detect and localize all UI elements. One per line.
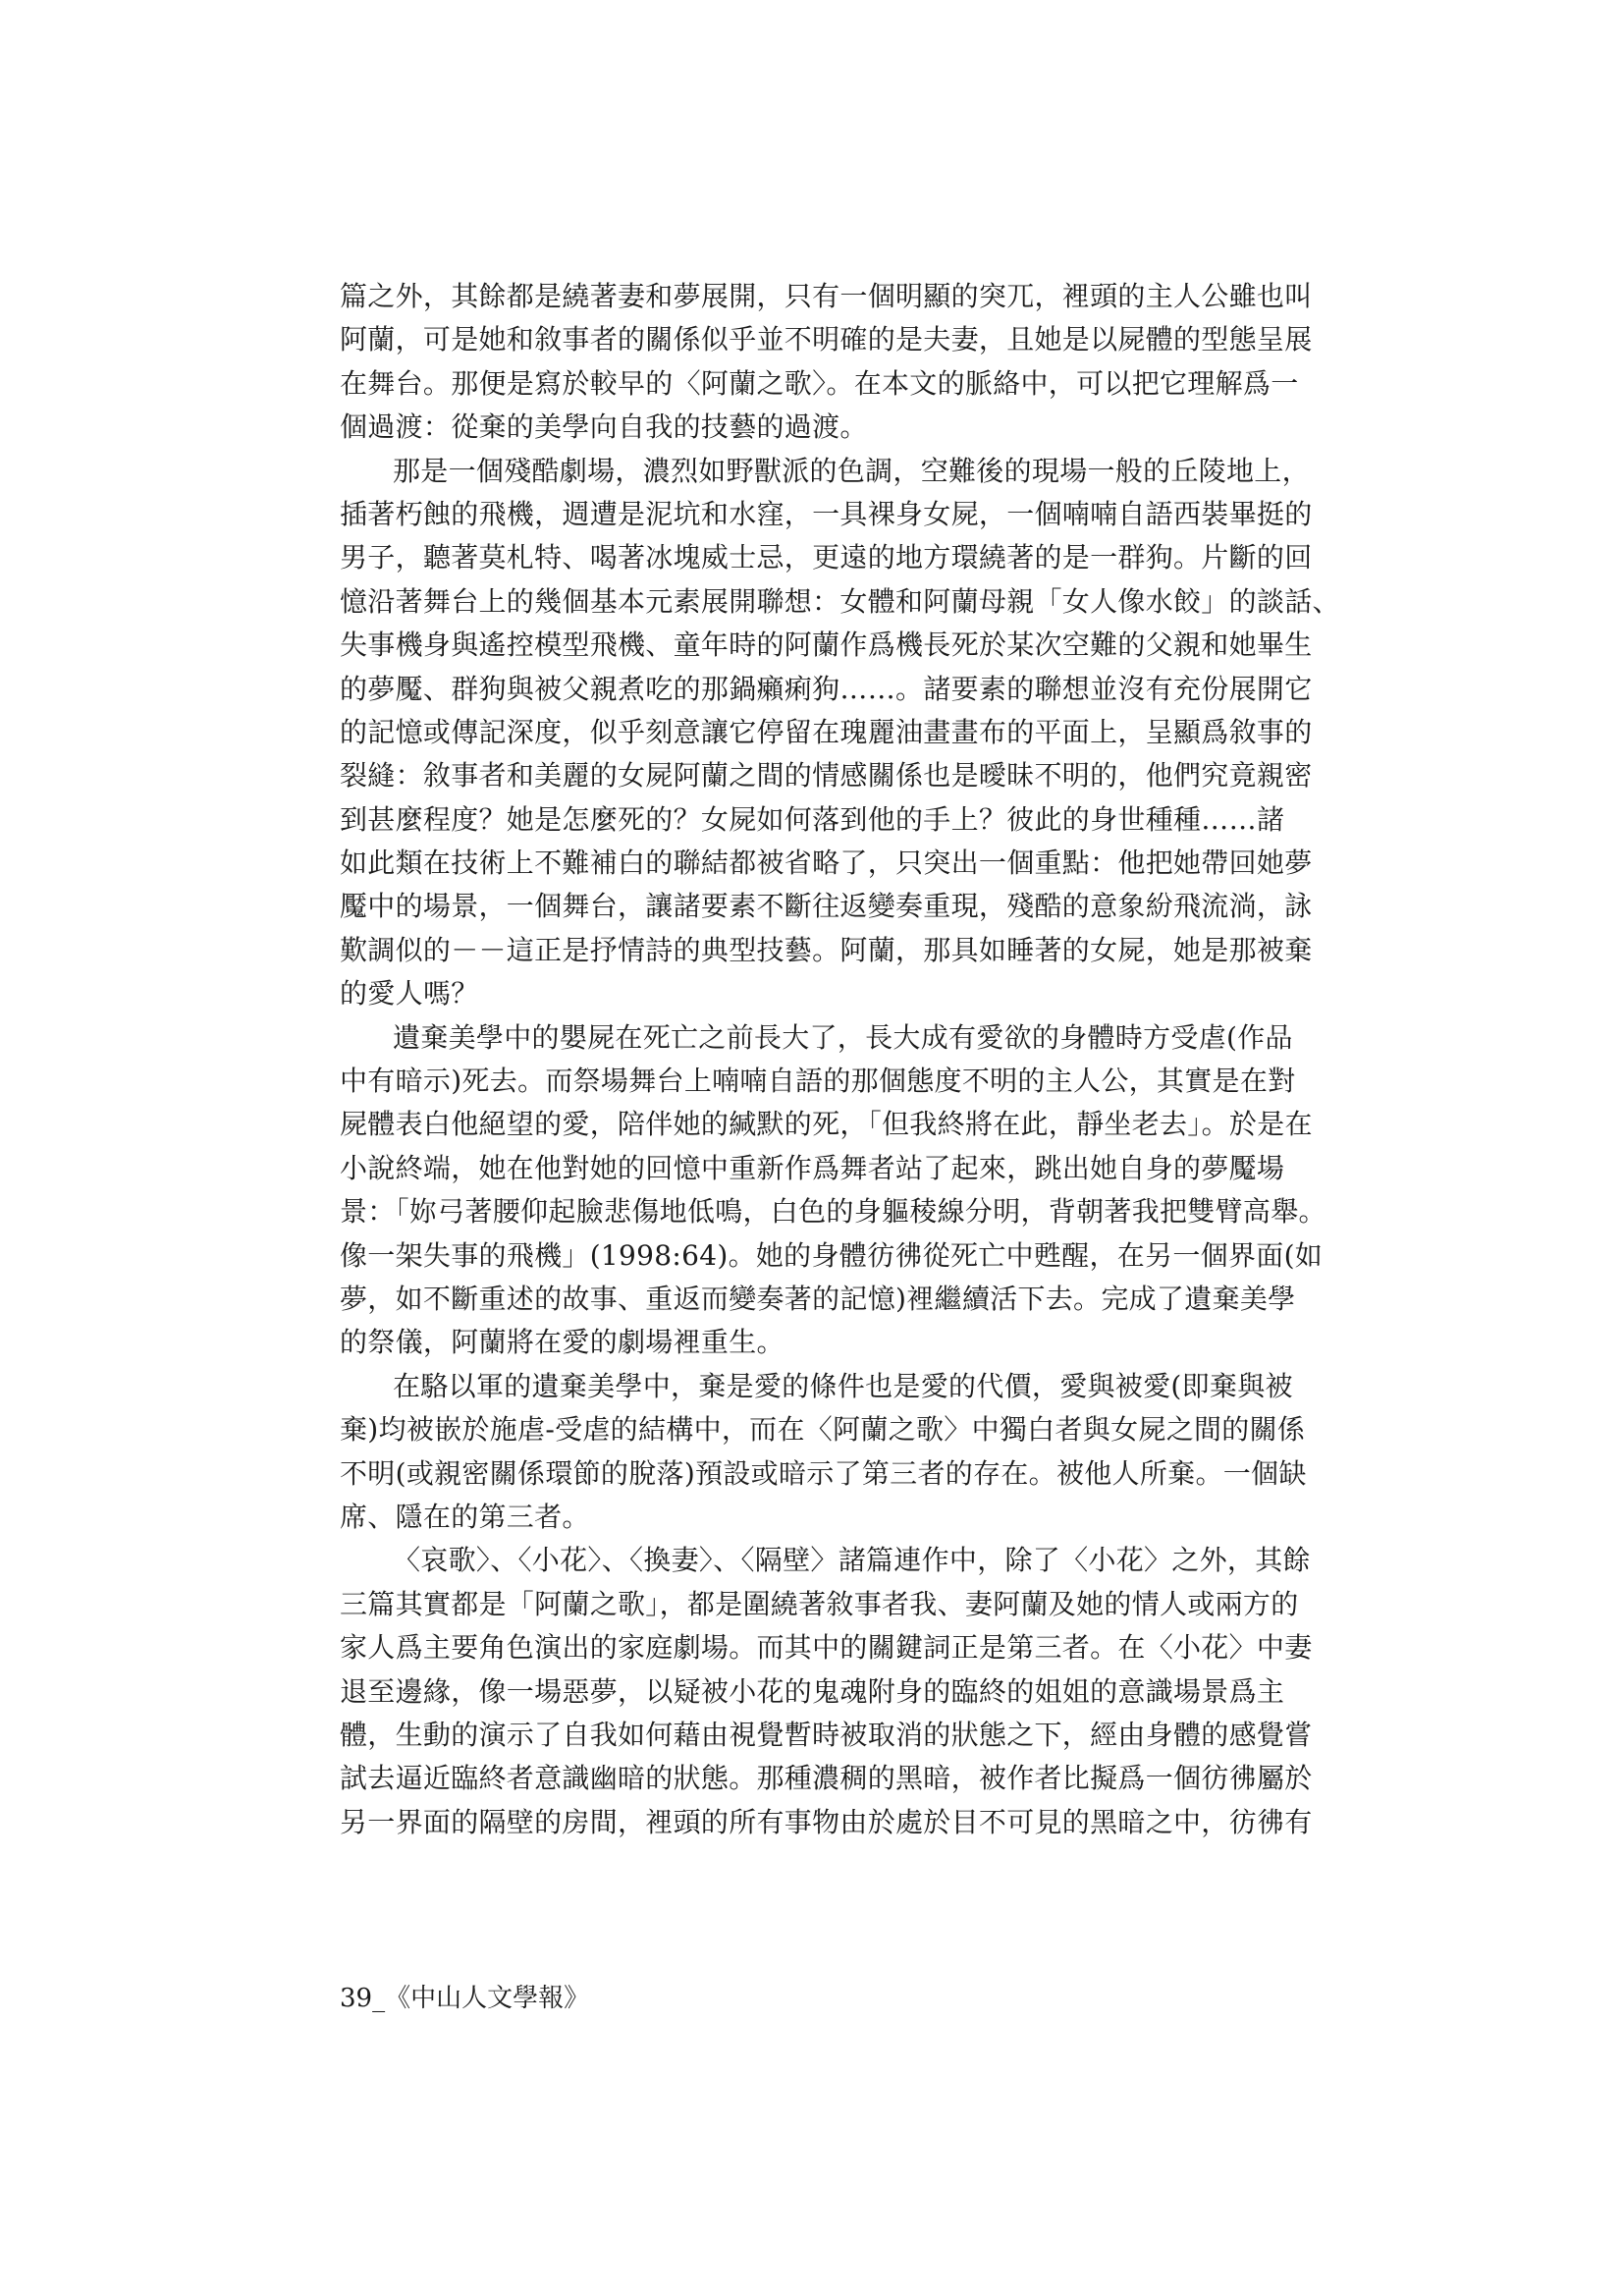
text-line: 的愛人嗎？ — [340, 977, 479, 1011]
text-line: 家人爲主要角色演出的家庭劇場。而其中的關鍵詞正是第三者。在〈小花〉中妻 — [340, 1631, 1313, 1665]
text-line: 在舞台。那便是寫於較早的〈阿蘭之歌〉。在本文的脈絡中，可以把它理解爲一 — [340, 366, 1299, 400]
paragraph — [340, 1539, 1313, 1844]
text-line: 中有暗示)死去。而祭場舞台上喃喃自語的那個態度不明的主人公，其實是在對 — [340, 1065, 1296, 1098]
page-number: 39 — [340, 1984, 373, 2013]
text-line: 小說終端，她在他對她的回憶中重新作爲舞者站了起來，跳出她自身的夢魘場 — [340, 1151, 1285, 1184]
text-line: 三篇其實都是「阿蘭之歌」，都是圍繞著敘事者我、妻阿蘭及她的情人或兩方的 — [340, 1587, 1299, 1620]
text-line: 歎調似的－－這正是抒情詩的典型技藝。阿蘭，那具如睡著的女屍，她是那被棄 — [340, 933, 1313, 966]
footer-separator: _ — [372, 1984, 386, 2013]
text-line: 阿蘭，可是她和敘事者的關係似乎並不明確的是夫妻，且她是以屍體的型態呈展 — [340, 323, 1313, 356]
journal-title: 《中山人文學報》 — [385, 1984, 590, 2013]
body-text — [340, 275, 1340, 1844]
paragraph — [340, 450, 1340, 1016]
text-line: 不明(或親密關係環節的脫落)預設或暗示了第三者的存在。被他人所棄。一個缺 — [340, 1456, 1307, 1490]
text-line: 個過渡：從棄的美學向自我的技藝的過渡。 — [340, 410, 868, 444]
text-line: 夢，如不斷重述的故事、重返而變奏著的記憶)裡繼續活下去。完成了遺棄美學 — [340, 1282, 1296, 1315]
paragraph — [340, 1365, 1307, 1540]
text-line: 篇之外，其餘都是繞著妻和夢展開，只有一個明顯的突兀，裡頭的主人公雖也叫 — [340, 280, 1313, 312]
text-line: 像一架失事的飛機」(1998:64)。她的身體彷彿從死亡中甦醒，在另一個界面(如 — [340, 1238, 1324, 1272]
text-line: 在駱以軍的遺棄美學中，棄是愛的條件也是愛的代價，愛與被愛(即棄與被 — [393, 1369, 1293, 1402]
text-line: 男子，聽著莫札特、喝著冰塊威士忌，更遠的地方環繞著的是一群狗。片斷的回 — [340, 541, 1313, 574]
paragraph — [340, 275, 1313, 450]
text-line: 到甚麼程度？她是怎麼死的？女屍如何落到他的手上？彼此的身世種種……諸 — [340, 802, 1285, 836]
text-line: 的記憶或傳記深度，似乎刻意讓它停留在瑰麗油畫畫布的平面上，呈顯爲敘事的 — [340, 715, 1313, 748]
text-line: 體，生動的演示了自我如何藉由視覺暫時被取消的狀態之下，經由身體的感覺嘗 — [340, 1718, 1313, 1751]
text-line: 失事機身與遙控模型飛機、童年時的阿蘭作爲機長死於某次空難的父親和她畢生 — [340, 629, 1313, 662]
text-line: 如此類在技術上不難補白的聯結都被省略了，只突出一個重點：他把她帶回她夢 — [340, 847, 1313, 880]
text-line: 〈哀歌〉、〈小花〉、〈換妻〉、〈隔壁〉諸篇連作中，除了〈小花〉之外，其餘 — [393, 1544, 1311, 1577]
text-line: 席、隱在的第三者。 — [340, 1500, 590, 1533]
text-line: 的夢魘、群狗與被父親煮吃的那鍋癩痢狗……。諸要素的聯想並沒有充份展開它 — [340, 672, 1313, 705]
text-line: 那是一個殘酷劇場，濃烈如野獸派的色調，空難後的現場一般的丘陵地上， — [393, 454, 1310, 487]
page-footer — [340, 1982, 589, 2015]
text-line: 棄)均被嵌於施虐-受虐的結構中，而在〈阿蘭之歌〉中獨白者與女屍之間的關係 — [340, 1413, 1306, 1447]
text-line: 魘中的場景，一個舞台，讓諸要素不斷往返變奏重現，殘酷的意象紛飛流淌，詠 — [340, 890, 1313, 923]
text-line: 試去逼近臨終者意識幽暗的狀態。那種濃稠的黑暗，被作者比擬爲一個彷彿屬於 — [340, 1762, 1313, 1795]
text-line: 插著朽蝕的飛機，週遭是泥坑和水窪，一具裸身女屍，一個喃喃自語西裝畢挺的 — [340, 497, 1313, 530]
text-line: 的祭儀，阿蘭將在愛的劇場裡重生。 — [340, 1326, 784, 1359]
text-line: 遺棄美學中的嬰屍在死亡之前長大了，長大成有愛欲的身體時方受虐(作品 — [393, 1020, 1293, 1054]
paragraph — [340, 1016, 1326, 1365]
text-line: 憶沿著舞台上的幾個基本元素展開聯想：女體和阿蘭母親「女人像水餃」的談話、 — [340, 584, 1340, 618]
text-line: 退至邊緣，像一場惡夢，以疑被小花的鬼魂附身的臨終的姐姐的意識場景爲主 — [340, 1674, 1285, 1708]
text-line: 屍體表白他絕望的愛，陪伴她的緘默的死，「但我終將在此，靜坐老去」。於是在 — [340, 1108, 1313, 1141]
text-line: 另一界面的隔壁的房間，裡頭的所有事物由於處於目不可見的黑暗之中，彷彿有 — [340, 1805, 1313, 1838]
text-line: 景：「妳弓著腰仰起臉悲傷地低鳴，白色的身軀稜線分明，背朝著我把雙臂高舉。 — [340, 1195, 1326, 1229]
text-line: 裂縫：敘事者和美麗的女屍阿蘭之間的情感關係也是曖昧不明的，他們究竟親密 — [340, 759, 1313, 793]
